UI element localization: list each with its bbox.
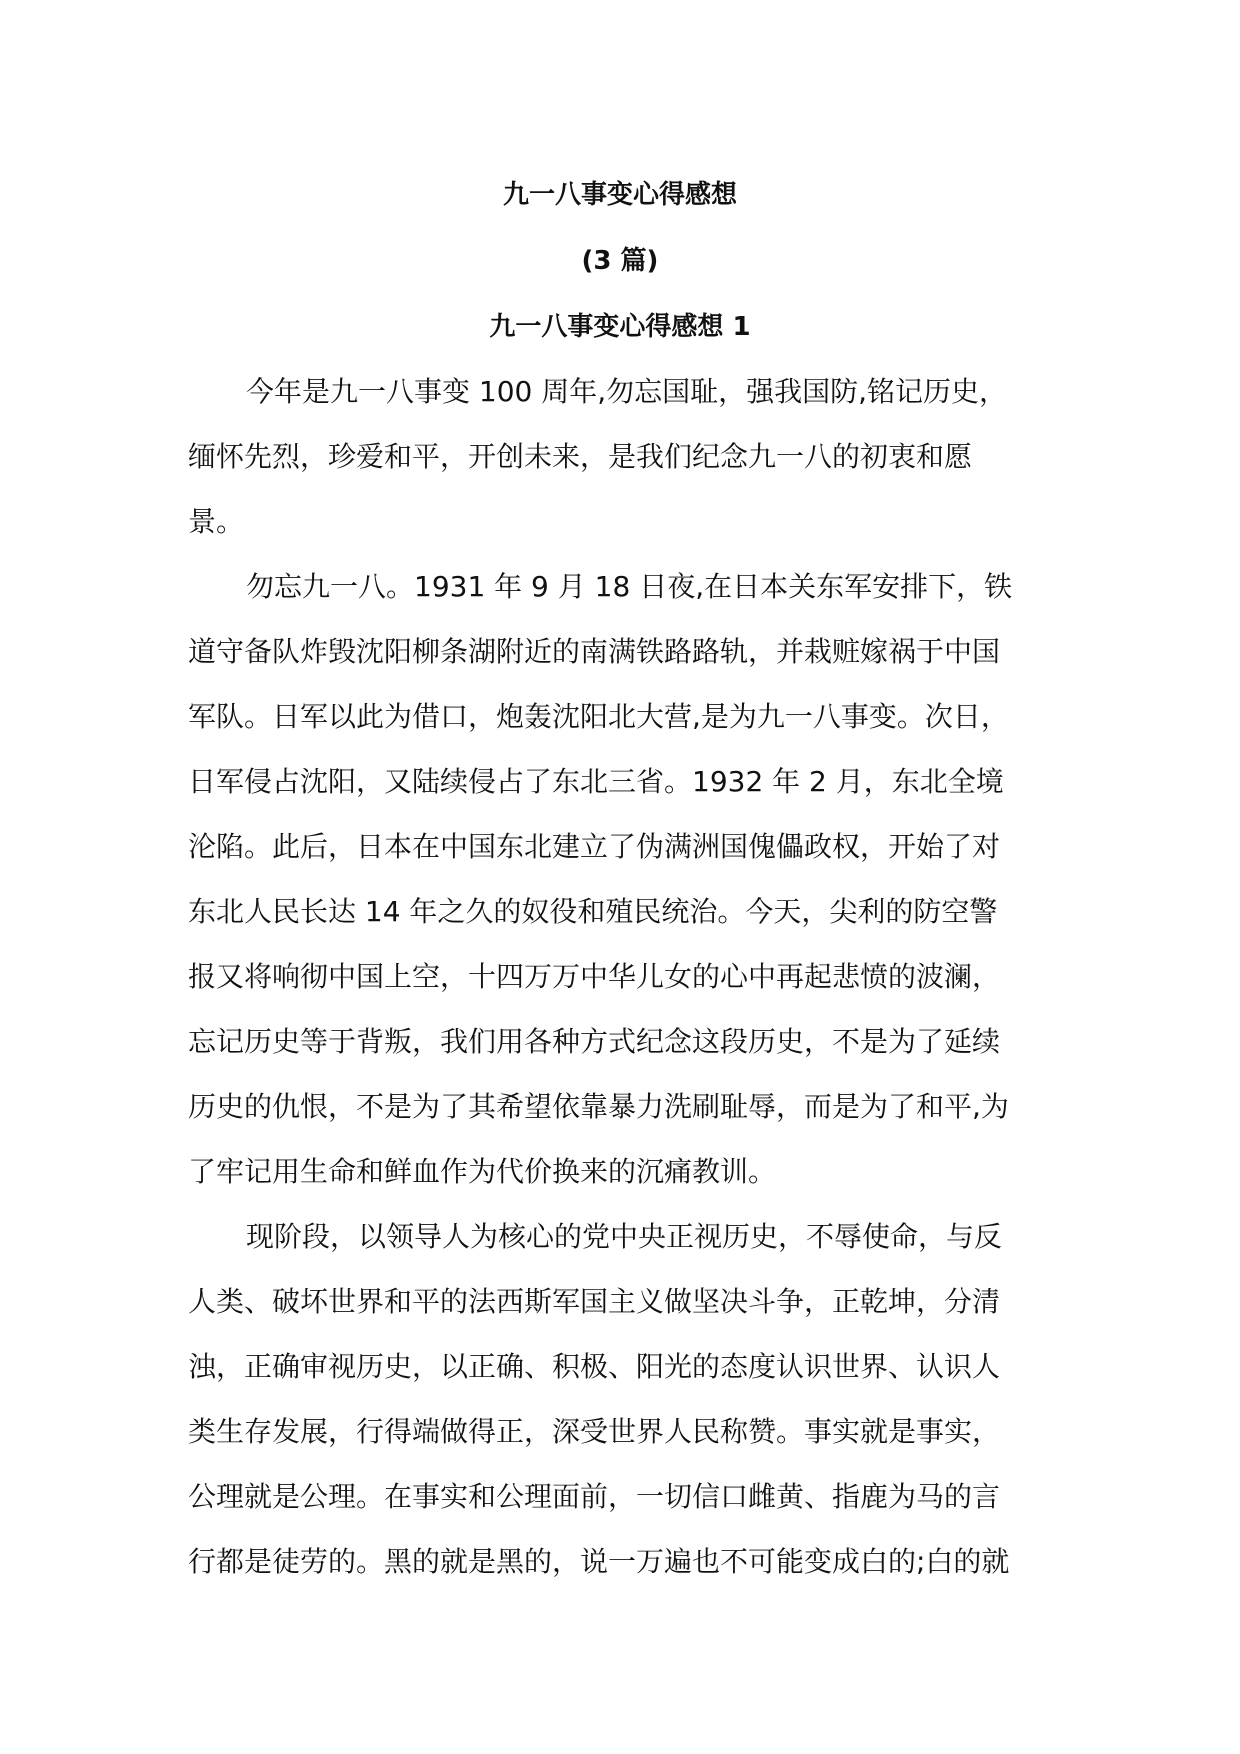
- document-title: 九一八事变心得感想: [502, 180, 737, 210]
- body-text: [188, 370, 1068, 1605]
- text-line: 道守备队炸毁沈阳柳条湖附近的南满铁路路轨，并栽赃嫁祸于中国: [188, 635, 1001, 668]
- text-line: 东北人民长达 14 年之久的奴役和殖民统治。今天，尖利的防空警: [188, 895, 998, 928]
- text-line: 今年是九一八事变 100 周年,勿忘国耻，强我国防,铭记历史，: [246, 375, 1008, 408]
- document-subtitle: (3 篇): [581, 246, 659, 276]
- text-line: 类生存发展，行得端做得正，深受世界人民称赞。事实就是事实，: [188, 1415, 1001, 1448]
- text-line: 行都是徒劳的。黑的就是黑的，说一万遍也不可能变成白的;白的就: [188, 1545, 1010, 1578]
- text-line: 军队。日军以此为借口，炮轰沈阳北大营,是为九一八事变。次日，: [188, 700, 1009, 733]
- section-heading: 九一八事变心得感想 1: [489, 312, 751, 342]
- text-line: 日军侵占沈阳，又陆续侵占了东北三省。1932 年 2 月，东北全境: [188, 765, 1004, 798]
- text-line: 了牢记用生命和鲜血作为代价换来的沉痛教训。: [188, 1155, 777, 1188]
- text-line: 景。: [188, 505, 245, 538]
- text-line: 勿忘九一八。1931 年 9 月 18 日夜,在日本关东军安排下，铁: [246, 570, 1013, 603]
- text-line: 人类、破坏世界和平的法西斯军国主义做坚决斗争，正乾坤，分清: [188, 1285, 1001, 1318]
- text-line: 公理就是公理。在事实和公理面前，一切信口雌黄、指鹿为马的言: [188, 1480, 1001, 1513]
- text-line: 历史的仇恨，不是为了其希望依靠暴力洗刷耻辱，而是为了和平,为: [188, 1090, 1009, 1123]
- text-line: 浊，正确审视历史，以正确、积极、阳光的态度认识世界、认识人: [188, 1350, 1001, 1383]
- text-line: 缅怀先烈，珍爱和平，开创未来，是我们纪念九一八的初衷和愿: [188, 440, 973, 473]
- text-line: 报又将响彻中国上空，十四万万中华儿女的心中再起悲愤的波澜，: [188, 960, 1001, 993]
- text-line: 忘记历史等于背叛，我们用各种方式纪念这段历史，不是为了延续: [188, 1025, 1001, 1058]
- text-line: 现阶段，以领导人为核心的党中央正视历史，不辱使命，与反: [246, 1220, 1003, 1253]
- text-line: 沦陷。此后，日本在中国东北建立了伪满洲国傀儡政权，开始了对: [188, 830, 1001, 863]
